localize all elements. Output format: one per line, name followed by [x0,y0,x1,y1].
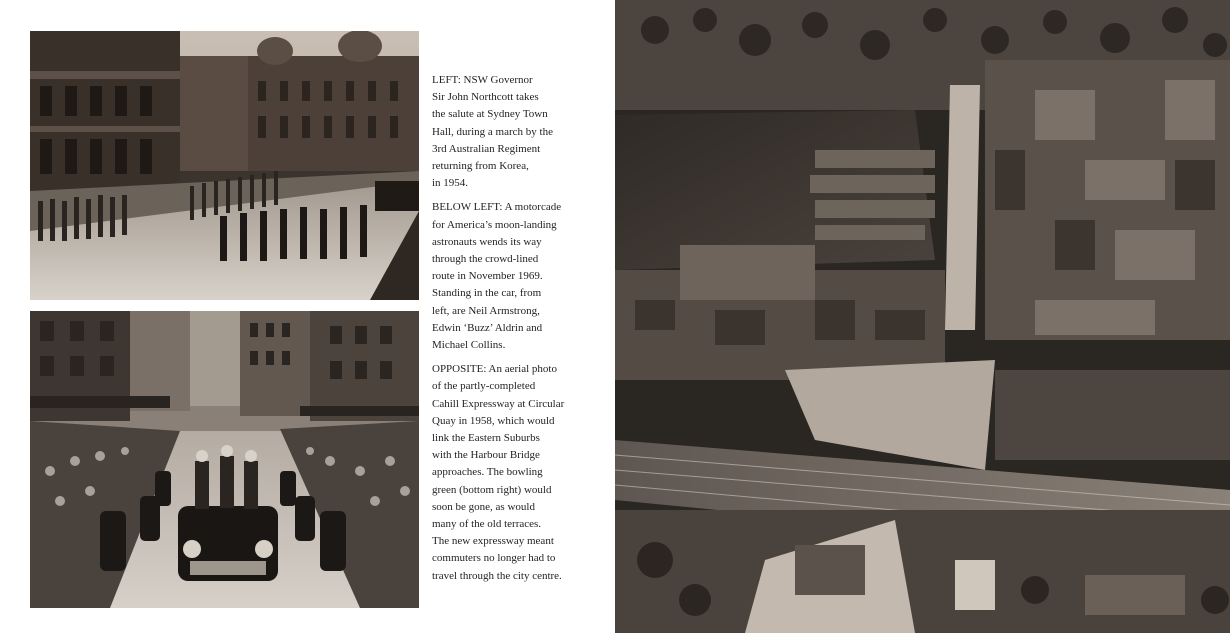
photo-astronaut-motorcade [30,311,419,608]
caption-opposite-line: The new expressway meant [432,535,554,548]
caption-below-left-line: route in November 1969. [432,270,543,283]
caption-left [432,72,592,192]
caption-opposite-line: link the Eastern Suburbs [432,432,540,445]
caption-left-line: in 1954. [432,177,469,190]
photo-governor-salute-image [30,31,419,300]
caption-below-left-line: Edwin ‘Buzz’ Aldrin and [432,321,543,334]
caption-opposite-line: Cahill Expressway at Circular [432,397,565,410]
caption-below-left [432,199,592,354]
caption-left-line: LEFT: NSW Governor [432,74,533,86]
caption-opposite-line: soon be gone, as would [432,500,535,513]
caption-opposite-line: Quay in 1958, which would [432,414,555,427]
photo-aerial-cahill-expressway [615,0,1230,633]
caption-below-left-line: astronauts wends its way [432,235,542,248]
photo-aerial-cahill-expressway-image [615,0,1230,633]
caption-below-left-line: Standing in the car, from [432,287,542,300]
caption-opposite-line: with the Harbour Bridge [432,449,540,462]
captions-column [432,72,592,592]
caption-opposite-line: green (bottom right) would [432,483,552,496]
caption-opposite-line: approaches. The bowling [432,466,543,479]
caption-below-left-line: left, are Neil Armstrong, [432,304,540,317]
caption-opposite-line: many of the old terraces. [432,518,542,531]
caption-opposite-line: OPPOSITE: An aerial photo [432,363,557,376]
caption-left-line: Hall, during a march by the [432,125,553,138]
photo-governor-salute [30,31,419,300]
caption-left-line: returning from Korea, [432,160,529,173]
photo-astronaut-motorcade-image [30,311,419,608]
caption-below-left-line: for America’s moon-landing [432,218,557,231]
caption-opposite-line: commuters no longer had to [432,552,556,565]
caption-opposite [432,361,592,585]
caption-below-left-line: through the crowd-lined [432,253,539,266]
caption-opposite-line: travel through the city centre. [432,569,562,582]
caption-opposite-line: of the partly-completed [432,380,536,393]
caption-below-left-line: Michael Collins. [432,339,506,352]
caption-left-line: 3rd Australian Regiment [432,142,541,155]
caption-left-line: the salute at Sydney Town [432,108,548,121]
caption-below-left-line: BELOW LEFT: A motorcade [432,201,562,214]
caption-left-line: Sir John Northcott takes [432,91,539,104]
